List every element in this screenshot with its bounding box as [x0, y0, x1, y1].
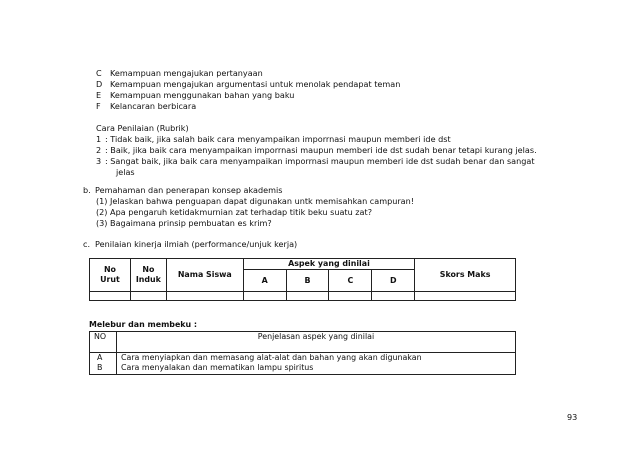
row-texts	[116, 353, 515, 375]
header-no-urut	[90, 259, 131, 292]
list-text: Kelancaran berbicara	[110, 101, 197, 111]
list-letter: F	[96, 101, 101, 111]
row-text: Cara menyiapkan dan memasang alat-alat dan bahan yang akan digunakan	[120, 353, 422, 362]
list-item	[96, 68, 263, 79]
row-codes	[90, 353, 117, 375]
section-letter: c.	[83, 239, 91, 249]
table-cell	[90, 292, 131, 301]
rubric-text: : Sangat baik, jika baik cara menyampaikan imporrnasi maupun memberi ide dst sudah benar dan sangat	[105, 156, 535, 166]
list-item	[96, 79, 400, 90]
header-no-urut-line1: No	[103, 265, 116, 274]
table-row	[90, 292, 516, 301]
rubric-item	[96, 145, 537, 156]
section-letter: b.	[83, 185, 91, 195]
rubric-text: : Tidak baik, jika salah baik cara menyampaikan imporrnasi maupun memberi ide dst	[105, 134, 451, 144]
melebur-title: Melebur dan membeku :	[89, 320, 198, 329]
question-item: (3) Bagaimana prinsip pembuatan es krim?	[96, 218, 272, 228]
list-text: Kemampuan mengajukan pertanyaan	[110, 68, 263, 78]
list-item	[96, 101, 196, 112]
header-no-induk-line2: Induk	[135, 275, 161, 284]
table-row	[90, 353, 516, 375]
header-aspek-d: D	[372, 270, 415, 292]
header-no: NO	[90, 332, 117, 353]
list-text: Kemampuan menggunakan bahan yang baku	[110, 90, 295, 100]
table-cell	[286, 292, 329, 301]
header-no-urut-line2: Urut	[100, 275, 120, 284]
performance-table	[89, 258, 516, 301]
list-text: Kemampuan mengajukan argumentasi untuk menolak pendapat teman	[110, 79, 401, 89]
section-title: Pemahaman dan penerapan konsep akademis	[95, 185, 283, 195]
header-aspek: Aspek yang dinilai	[243, 259, 415, 270]
header-aspek-c: C	[329, 270, 372, 292]
header-aspek-b: B	[286, 270, 329, 292]
rubric-item	[96, 134, 451, 145]
rubric-number: 3	[96, 156, 102, 166]
list-item	[96, 90, 294, 101]
header-no-induk	[130, 259, 166, 292]
table-cell	[130, 292, 166, 301]
question-item: (1) Jelaskan bahwa penguapan dapat digunakan untk memisahkan campuran!	[96, 196, 415, 206]
section-c-heading	[83, 239, 297, 250]
page-number: 93	[567, 412, 578, 422]
list-letter: E	[96, 90, 102, 100]
header-skors-maks: Skors Maks	[415, 259, 516, 292]
rubric-continuation: jelas	[116, 167, 135, 177]
header-nama-siswa: Nama Siswa	[166, 259, 243, 292]
table-cell	[329, 292, 372, 301]
rubric-item	[96, 156, 535, 167]
header-aspek-a: A	[243, 270, 286, 292]
aspect-table	[89, 331, 516, 375]
table-cell	[415, 292, 516, 301]
section-b-heading	[83, 185, 282, 196]
table-cell	[166, 292, 243, 301]
rubric-number: 1	[96, 134, 102, 144]
rubric-text: : Baik, jika baik cara menyampaikan imporrnasi maupun memberi ide dst sudah benar tetapi kurang jelas.	[105, 145, 537, 155]
section-title: Penilaian kinerja ilmiah (performance/unjuk kerja)	[95, 239, 298, 249]
rubric-number: 2	[96, 145, 102, 155]
table-cell	[372, 292, 415, 301]
row-text: Cara menyalakan dan mematikan lampu spiritus	[120, 363, 314, 372]
row-code: A	[97, 353, 103, 362]
header-desc: Penjelasan aspek yang dinilai	[116, 332, 515, 353]
row-code: B	[97, 363, 103, 372]
question-item: (2) Apa pengaruh ketidakmurnian zat terhadap titik beku suatu zat?	[96, 207, 372, 217]
table-cell	[243, 292, 286, 301]
rubric-title: Cara Penilaian (Rubrik)	[96, 123, 189, 133]
list-letter: C	[96, 68, 102, 78]
list-letter: D	[96, 79, 103, 89]
header-no-induk-line1: No	[142, 265, 155, 274]
